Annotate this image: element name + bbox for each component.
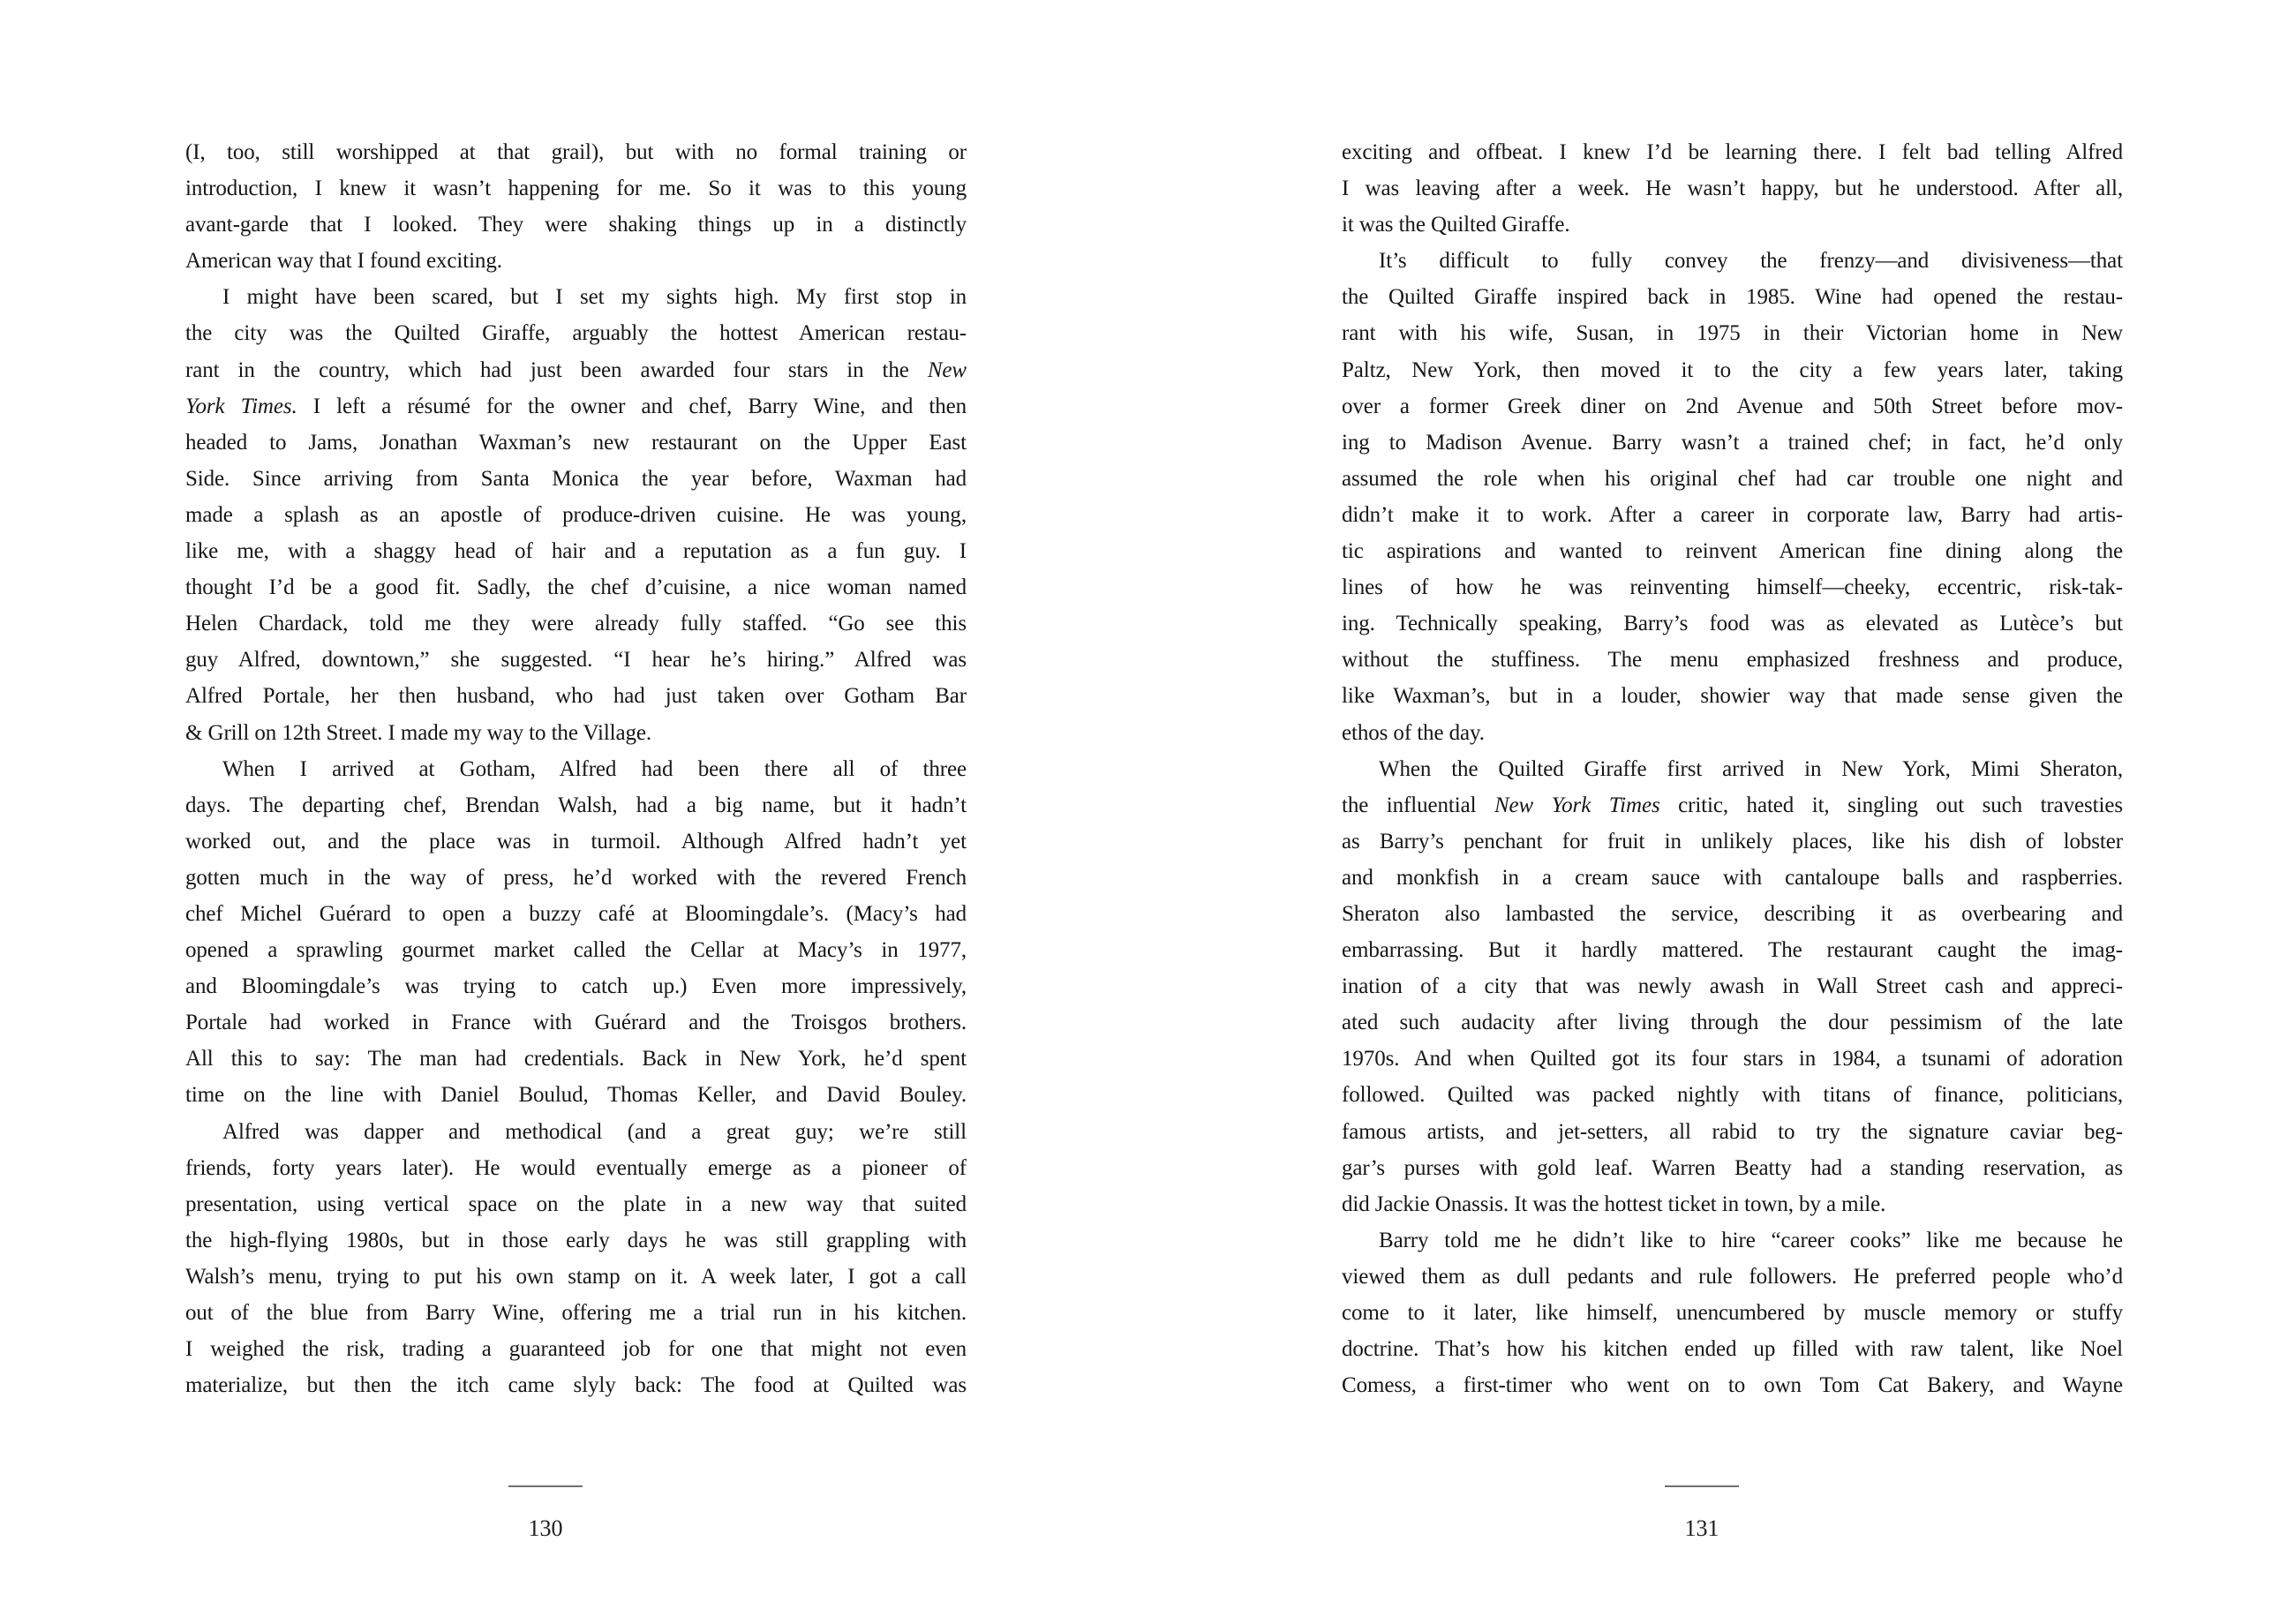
text-line: ethos of the day. bbox=[1342, 720, 1485, 745]
text-line: Side. Since arriving from Santa Monica the year before, Waxman had bbox=[185, 466, 967, 491]
text-line: exciting and offbeat. I knew I’d be learning there. I felt bad telling Alfred bbox=[1342, 140, 2123, 164]
text-line: out of the blue from Barry Wine, offering me a trial run in his kitchen. bbox=[185, 1301, 967, 1325]
text-line: the Quilted Giraffe inspired back in 1985. Wine had opened the restau- bbox=[1342, 285, 2123, 310]
text-column-right bbox=[1342, 134, 2123, 1403]
text-line: viewed them as dull pedants and rule followers. He preferred people who’d bbox=[1342, 1264, 2123, 1289]
text-line: like Waxman’s, but in a louder, showier way that made sense given the bbox=[1342, 684, 2123, 709]
text-line: I might have been scared, but I set my sights high. My first stop in bbox=[222, 285, 967, 310]
text-line: friends, forty years later). He would eventually emerge as a pioneer of bbox=[185, 1155, 967, 1180]
text-line: the high-flying 1980s, but in those early days he was still grappling with bbox=[185, 1228, 967, 1252]
text-line: materialize, but then the itch came slyly back: The food at Quilted was bbox=[185, 1373, 967, 1398]
text-column-left bbox=[185, 134, 967, 1403]
text-line: time on the line with Daniel Boulud, Thomas Keller, and David Bouley. bbox=[185, 1083, 967, 1108]
text-line: chef Michel Guérard to open a buzzy café at Bloomingdale’s. (Macy’s had bbox=[185, 901, 967, 926]
text-line: All this to say: The man had credentials. Back in New York, he’d spent bbox=[185, 1047, 967, 1071]
text-line: Barry told me he didn’t like to hire “career cooks” like me because he bbox=[1379, 1228, 2123, 1252]
text-line: it was the Quilted Giraffe. bbox=[1342, 213, 1570, 237]
text-line: like me, with a shaggy head of hair and a reputation as a fun guy. I bbox=[185, 539, 967, 564]
text-line: Walsh’s menu, trying to put his own stamp on it. A week later, I got a call bbox=[185, 1264, 967, 1289]
text-line: Comess, a first-timer who went on to own Tom Cat Bakery, and Wayne bbox=[1342, 1373, 2123, 1398]
text-line: headed to Jams, Jonathan Waxman’s new restaurant on the Upper East bbox=[185, 430, 967, 455]
page-number: 131 bbox=[1684, 1515, 1719, 1541]
text-line: doctrine. That’s how his kitchen ended up filled with raw talent, like Noel bbox=[1342, 1337, 2123, 1362]
text-line: ated such audacity after living through the dour pessimism of the late bbox=[1342, 1011, 2123, 1035]
text-line: and monkfish in a cream sauce with cantaloupe balls and raspberries. bbox=[1342, 865, 2123, 890]
text-line: didn’t make it to work. After a career in corporate law, Barry had artis- bbox=[1342, 502, 2123, 527]
text-line: rant with his wife, Susan, in 1975 in their Victorian home in New bbox=[1342, 321, 2123, 346]
footer-rule bbox=[508, 1485, 583, 1487]
page-left bbox=[185, 0, 967, 1624]
text-line: assumed the role when his original chef had car trouble one night and bbox=[1342, 466, 2123, 491]
text-line: famous artists, and jet-setters, all rabid to try the signature caviar beg- bbox=[1342, 1119, 2123, 1144]
text-line: the influential New York Times critic, hated it, singling out such travesties bbox=[1342, 793, 2123, 817]
text-line: thought I’d be a good fit. Sadly, the chef d’cuisine, a nice woman named bbox=[185, 575, 967, 600]
text-line: Sheraton also lambasted the service, describing it as overbearing and bbox=[1342, 901, 2123, 926]
text-line: lines of how he was reinventing himself—cheeky, eccentric, risk-tak- bbox=[1342, 575, 2123, 600]
text-line: made a splash as an apostle of produce-driven cuisine. He was young, bbox=[185, 502, 967, 527]
text-line: over a former Greek diner on 2nd Avenue and 50th Street before mov- bbox=[1342, 394, 2123, 418]
text-line: ing. Technically speaking, Barry’s food was as elevated as Lutèce’s but bbox=[1342, 612, 2123, 636]
text-line: York Times. I left a résumé for the owner and chef, Barry Wine, and then bbox=[185, 394, 967, 418]
text-line: opened a sprawling gourmet market called the Cellar at Macy’s in 1977, bbox=[185, 938, 967, 963]
text-line: Alfred was dapper and methodical (and a great guy; we’re still bbox=[222, 1119, 967, 1144]
text-line: Portale had worked in France with Guérard and the Troisgos brothers. bbox=[185, 1011, 967, 1035]
text-line: come to it later, like himself, unencumbered by muscle memory or stuffy bbox=[1342, 1301, 2123, 1325]
text-line: When the Quilted Giraffe first arrived in New York, Mimi Sheraton, bbox=[1379, 756, 2123, 781]
text-line: tic aspirations and wanted to reinvent American fine dining along the bbox=[1342, 539, 2123, 564]
text-line: followed. Quilted was packed nightly with titans of finance, politicians, bbox=[1342, 1083, 2123, 1108]
text-line: gar’s purses with gold leaf. Warren Beatty had a standing reservation, as bbox=[1342, 1155, 2123, 1180]
text-line: avant-garde that I looked. They were shaking things up in a distinctly bbox=[185, 213, 967, 237]
page-right bbox=[1342, 0, 2123, 1624]
text-line: (I, too, still worshipped at that grail), but with no formal training or bbox=[185, 140, 967, 164]
text-line: Paltz, New York, then moved it to the city a few years later, taking bbox=[1342, 357, 2123, 382]
text-line: When I arrived at Gotham, Alfred had been there all of three bbox=[222, 756, 967, 781]
page-number: 130 bbox=[528, 1515, 563, 1541]
text-line: presentation, using vertical space on the plate in a new way that suited bbox=[185, 1192, 967, 1216]
text-line: Helen Chardack, told me they were already fully staffed. “Go see this bbox=[185, 612, 967, 636]
text-line: Alfred Portale, her then husband, who had just taken over Gotham Bar bbox=[185, 684, 967, 709]
text-line: without the stuffiness. The menu emphasized freshness and produce, bbox=[1342, 648, 2123, 673]
text-line: and Bloomingdale’s was trying to catch up.) Even more impressively, bbox=[185, 974, 967, 999]
text-line: the city was the Quilted Giraffe, arguably the hottest American restau- bbox=[185, 321, 967, 346]
text-line: introduction, I knew it wasn’t happening for me. So it was to this young bbox=[185, 177, 967, 201]
text-line: I weighed the risk, trading a guaranteed job for one that might not even bbox=[185, 1337, 967, 1362]
text-line: as Barry’s penchant for fruit in unlikely places, like his dish of lobster bbox=[1342, 829, 2123, 853]
text-line: days. The departing chef, Brendan Walsh, had a big name, but it hadn’t bbox=[185, 793, 967, 817]
text-line: American way that I found exciting. bbox=[185, 249, 502, 274]
text-line: gotten much in the way of press, he’d worked with the revered French bbox=[185, 865, 967, 890]
text-line: rant in the country, which had just been awarded four stars in the New bbox=[185, 357, 967, 382]
text-line: & Grill on 12th Street. I made my way to the Village. bbox=[185, 720, 652, 745]
text-line: ing to Madison Avenue. Barry wasn’t a trained chef; in fact, he’d only bbox=[1342, 430, 2123, 455]
text-line: 1970s. And when Quilted got its four stars in 1984, a tsunami of adoration bbox=[1342, 1047, 2123, 1071]
text-line: I was leaving after a week. He wasn’t happy, but he understood. After all, bbox=[1342, 177, 2123, 201]
text-line: ination of a city that was newly awash in Wall Street cash and appreci- bbox=[1342, 974, 2123, 999]
footer-rule bbox=[1665, 1485, 1739, 1487]
text-line: It’s difficult to fully convey the frenzy—and divisiveness—that bbox=[1379, 249, 2123, 274]
text-line: did Jackie Onassis. It was the hottest ticket in town, by a mile. bbox=[1342, 1192, 1886, 1216]
text-line: worked out, and the place was in turmoil. Although Alfred hadn’t yet bbox=[185, 829, 967, 853]
text-line: guy Alfred, downtown,” she suggested. “I hear he’s hiring.” Alfred was bbox=[185, 648, 967, 673]
text-line: embarrassing. But it hardly mattered. The restaurant caught the imag- bbox=[1342, 938, 2123, 963]
